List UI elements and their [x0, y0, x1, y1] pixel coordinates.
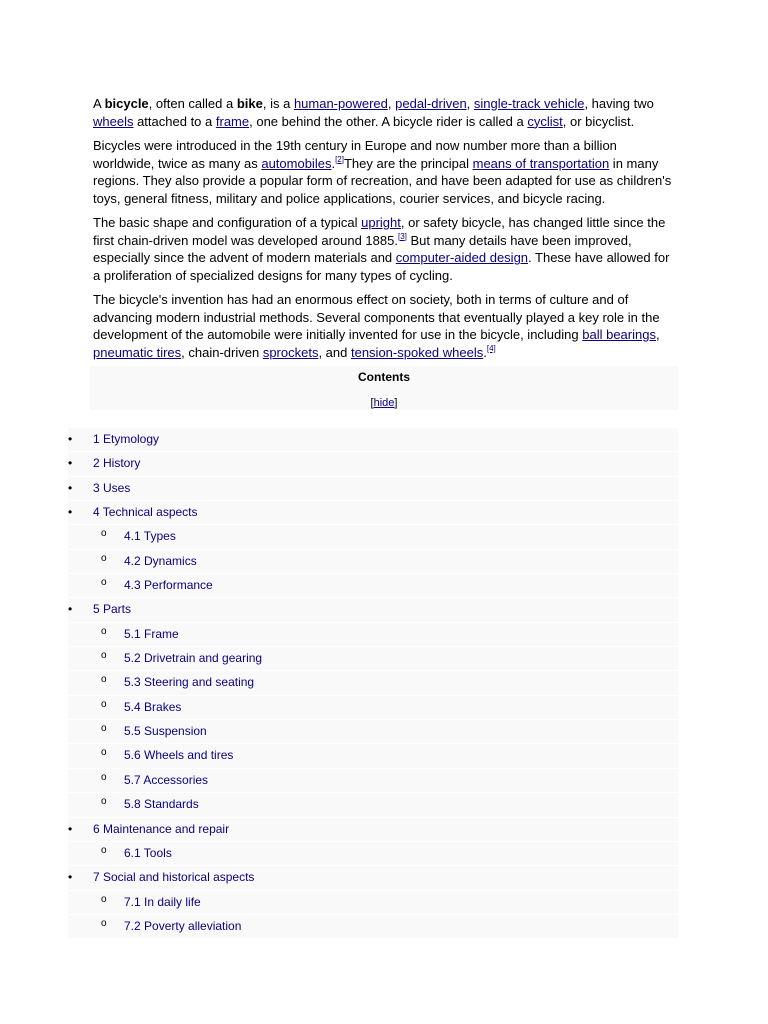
- toc-link[interactable]: 7.1 In daily life: [124, 894, 201, 909]
- text: ,: [387, 96, 396, 111]
- toc-item: [68, 428, 678, 452]
- text: , and: [318, 344, 351, 360]
- bracket-open: [: [370, 397, 374, 409]
- toc-item: [68, 525, 678, 549]
- text: But many details have been improved, especially since the advent of modern materials and: [93, 232, 632, 266]
- toc-link[interactable]: 5.6 Wheels and tires: [124, 748, 234, 763]
- text: ,: [466, 96, 474, 111]
- circle-bullet-icon: o: [101, 844, 107, 856]
- circle-bullet-icon: o: [101, 625, 107, 637]
- toc-item: [68, 891, 678, 915]
- toc-link[interactable]: 6.1 Tools: [124, 845, 172, 860]
- toc-item: [68, 550, 678, 574]
- toc-item: [68, 744, 678, 768]
- text: , chain-driven: [181, 344, 263, 360]
- bullet-icon: •: [68, 870, 73, 885]
- text: , one behind the other. A bicycle rider is called a: [249, 113, 528, 129]
- toc-link[interactable]: 5 Parts: [93, 602, 132, 617]
- toc-link[interactable]: 1 Etymology: [93, 432, 160, 446]
- circle-bullet-icon: o: [101, 723, 107, 735]
- bullet-icon: •: [68, 456, 73, 471]
- toc-link[interactable]: 5.1 Frame: [124, 626, 179, 641]
- circle-bullet-icon: o: [101, 747, 107, 759]
- text: , is a: [262, 96, 294, 111]
- toc-link[interactable]: 4.2 Dynamics: [124, 553, 197, 568]
- circle-bullet-icon: o: [101, 917, 107, 929]
- text: A: [93, 96, 105, 111]
- link-automobiles[interactable]: automobiles: [261, 155, 332, 171]
- circle-bullet-icon: o: [101, 577, 107, 589]
- toc-hide-link[interactable]: hide: [373, 397, 395, 409]
- circle-bullet-icon: o: [101, 552, 107, 564]
- link-tension-spoked-wheels[interactable]: tension-spoked wheels: [350, 344, 484, 360]
- toc-item: [68, 720, 678, 744]
- circle-bullet-icon: o: [101, 528, 107, 540]
- circle-bullet-icon: o: [101, 893, 107, 905]
- text: , having two: [584, 96, 654, 111]
- link-means-of-transportation[interactable]: means of transportation: [472, 155, 610, 171]
- paragraph-intro: [93, 95, 675, 130]
- toc-link[interactable]: 2 History: [93, 456, 141, 471]
- toc-item: [68, 915, 678, 939]
- toc-item: [68, 866, 678, 890]
- circle-bullet-icon: o: [101, 674, 107, 686]
- link-upright[interactable]: upright: [361, 215, 401, 230]
- toc-item: [68, 477, 678, 501]
- paragraph-invention: [93, 291, 675, 361]
- toc-item: [68, 623, 678, 647]
- toc-link[interactable]: 5.7 Accessories: [124, 772, 209, 787]
- toc-item: [68, 501, 678, 525]
- toc-item: [68, 793, 678, 817]
- text: in many regions. They also provide a popular form of recreation, and have been adapted for use as children's toys, general fitness, military and police applications, courier services, and bicycle racing.: [93, 155, 672, 206]
- link-sprockets[interactable]: sprockets: [262, 344, 319, 360]
- toc-link[interactable]: 5.2 Drivetrain and gearing: [124, 651, 263, 666]
- link-frame[interactable]: frame: [215, 113, 250, 129]
- circle-bullet-icon: o: [101, 771, 107, 783]
- toc-link[interactable]: 5.8 Standards: [124, 797, 199, 812]
- circle-bullet-icon: o: [101, 796, 107, 808]
- text: .: [331, 155, 336, 171]
- citation-4[interactable]: [4]: [486, 343, 496, 353]
- circle-bullet-icon: o: [101, 698, 107, 710]
- toc-link[interactable]: 5.4 Brakes: [124, 699, 182, 714]
- toc-link[interactable]: 5.5 Suspension: [124, 724, 207, 739]
- paragraph-history: [93, 137, 675, 207]
- citation-2[interactable]: [2]: [335, 154, 344, 164]
- citation-3[interactable]: [3]: [397, 231, 407, 241]
- link-wheels[interactable]: wheels: [93, 113, 134, 129]
- text: The basic shape and configuration of a typical: [93, 215, 362, 230]
- paragraph-design: [93, 214, 675, 284]
- text: , often called a: [148, 96, 237, 111]
- toc-item: [68, 671, 678, 695]
- term-bicycle: bicycle: [104, 96, 149, 111]
- toc-hide-toggle: [90, 397, 678, 409]
- toc-item: [68, 696, 678, 720]
- toc-item: [68, 818, 678, 842]
- text: , or safety bicycle, has changed little since the first chain-driven model was developed around 1885.: [93, 215, 666, 248]
- text: Bicycles were introduced in the 19th century in Europe and now number more than a billion worldwide, twice as many as: [93, 138, 617, 171]
- toc-link[interactable]: 4.1 Types: [124, 529, 176, 544]
- link-computer-aided-design[interactable]: computer-aided design: [395, 250, 529, 266]
- text: The bicycle's invention has had an enormous effect on society, both in terms of culture and of advancing modern industrial methods. Several components that eventually played a key role in the development of the automobile were initially invented for use in the bicycle, including: [93, 292, 660, 343]
- text: They are the principal: [343, 155, 473, 171]
- bullet-icon: •: [68, 432, 73, 446]
- toc-item: [68, 598, 678, 622]
- text: attached to a: [133, 113, 216, 129]
- circle-bullet-icon: o: [101, 650, 107, 662]
- bullet-icon: •: [68, 505, 73, 520]
- toc-item: [68, 574, 678, 598]
- toc-list: [68, 428, 678, 939]
- link-ball-bearings[interactable]: ball bearings: [582, 327, 656, 343]
- link-human-powered[interactable]: human-powered: [293, 96, 388, 111]
- toc-link[interactable]: 4.3 Performance: [124, 578, 213, 593]
- toc-link[interactable]: 6 Maintenance and repair: [93, 821, 230, 836]
- toc-item: [68, 647, 678, 671]
- text: ,: [655, 327, 660, 343]
- toc-item: [68, 842, 678, 866]
- toc-item: [68, 769, 678, 793]
- term-bike: bike: [236, 96, 263, 111]
- link-pedal-driven[interactable]: pedal-driven: [395, 96, 467, 111]
- text: , or bicyclist.: [562, 113, 635, 129]
- toc-link[interactable]: 5.3 Steering and seating: [124, 675, 255, 690]
- text: . These have allowed for a proliferation of specialized designs for many types of cycling.: [93, 250, 670, 283]
- toc-link[interactable]: 4 Technical aspects: [93, 505, 198, 520]
- toc-link[interactable]: 7.2 Poverty alleviation: [124, 918, 242, 933]
- toc-link[interactable]: 7 Social and historical aspects: [93, 870, 255, 885]
- bullet-icon: •: [68, 821, 73, 836]
- bullet-icon: •: [68, 480, 73, 495]
- bullet-icon: •: [68, 602, 73, 617]
- text: .: [483, 344, 487, 360]
- bracket-close: ]: [394, 397, 398, 409]
- link-pneumatic-tires[interactable]: pneumatic tires: [93, 344, 182, 360]
- link-cyclist[interactable]: cyclist: [527, 113, 563, 129]
- toc-title: Contents: [358, 370, 410, 384]
- toc-link[interactable]: 3 Uses: [93, 480, 131, 495]
- toc-item: [68, 452, 678, 476]
- link-single-track-vehicle[interactable]: single-track vehicle: [473, 96, 585, 111]
